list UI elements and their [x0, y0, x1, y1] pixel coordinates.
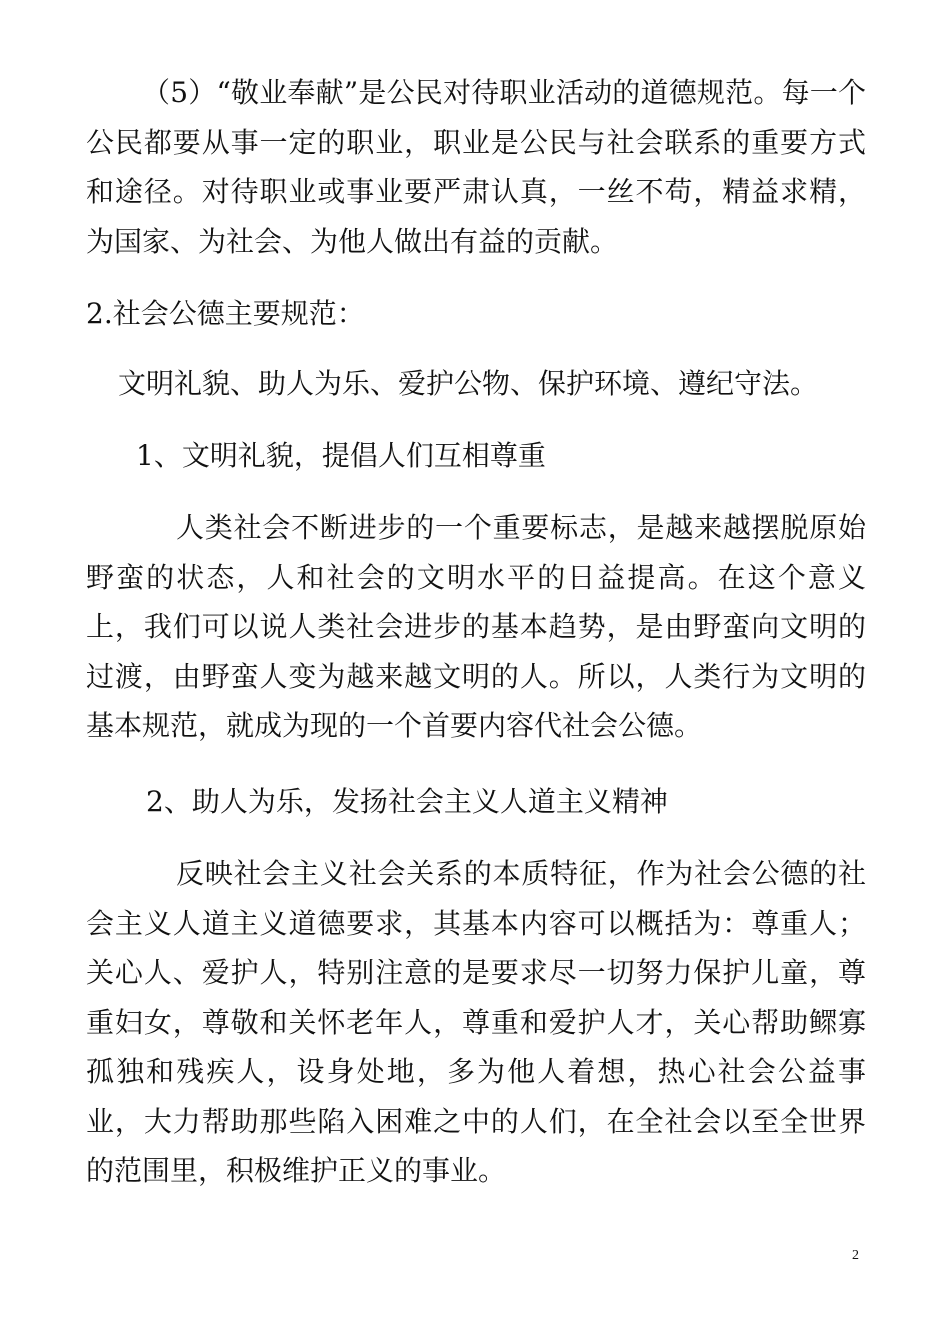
subheading-civility: 1、文明礼貌，提倡人们互相尊重: [136, 439, 546, 472]
section-heading-social-morality: 2.社会公德主要规范：: [86, 297, 365, 330]
paragraph-humanitarianism: 反映社会主义社会关系的本质特征，作为社会公德的社会主义人道主义道德要求，其基本内容可以概括为：尊重人；关心人、爱护人，特别注意的是要求尽一切努力保护儿童，尊重妇女，尊敬和关怀老年人，尊重和爱护人才，关心帮助鳏寡孤独和残疾人，设身处地，多为他人着想，热心社会公益事业，大力帮助那些陷入困难之中的人们，在全社会以至全世界的范围里，积极维护正义的事业。: [86, 857, 866, 1187]
subheading-helping-others: 2、助人为乐，发扬社会主义人道主义精神: [146, 785, 668, 818]
page-number: 2: [852, 1248, 859, 1263]
norms-list: 文明礼貌、助人为乐、爱护公物、保护环境、遵纪守法。: [118, 367, 819, 400]
paragraph-civility: 人类社会不断进步的一个重要标志，是越来越摆脱原始野蛮的状态，人和社会的文明水平的日益提高。在这个意义上，我们可以说人类社会进步的基本趋势，是由野蛮向文明的过渡，由野蛮人变为越来越文明的人。所以，人类行为文明的基本规范，就成为现的一个首要内容代社会公德。: [86, 511, 866, 742]
paragraph-dedication: （5）“敬业奉献”是公民对待职业活动的道德规范。每一个公民都要从事一定的职业，职业是公民与社会联系的重要方式和途径。对待职业或事业要严肃认真，一丝不苟，精益求精，为国家、为社会、为他人做出有益的贡献。: [86, 76, 866, 258]
